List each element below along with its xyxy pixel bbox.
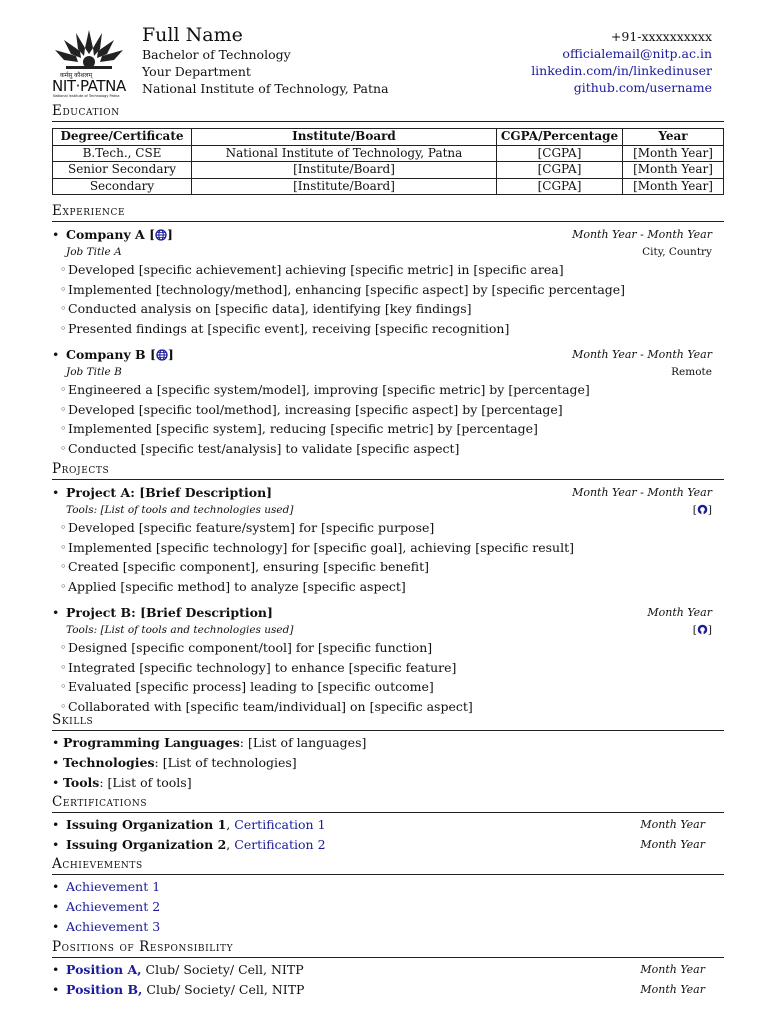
cell: [Month Year]: [623, 145, 724, 162]
skills-section: [52, 712, 724, 793]
bullet: •: [52, 775, 60, 790]
cell: [Institute/Board]: [192, 178, 497, 195]
skill-label: Tools: [63, 775, 100, 790]
skill-row: [52, 733, 724, 753]
cell: B.Tech., CSE: [53, 145, 192, 162]
project-points: [52, 518, 724, 596]
github-icon[interactable]: [697, 624, 708, 635]
company-name: Company A [: [66, 227, 156, 242]
certification-row: [52, 835, 724, 855]
list-item: ◦ Applied [specific method] to analyze [specific aspect]: [52, 577, 724, 597]
education-table: [52, 128, 724, 195]
certification-link[interactable]: Certification 1: [234, 817, 326, 832]
separator: ,: [226, 817, 235, 832]
github-icon-link[interactable]: [ ]: [692, 624, 712, 636]
achievement-row: [52, 897, 724, 917]
department: Your Department: [142, 64, 251, 79]
experience-item: [52, 226, 724, 338]
project-tools: Tools: [List of tools and technologies used]: [66, 624, 294, 636]
skill-label: Technologies: [63, 755, 155, 770]
education-section: [52, 103, 724, 195]
experience-header: [52, 346, 724, 364]
project-subline: [52, 502, 724, 518]
github-icon[interactable]: [697, 504, 708, 515]
section-title-achievements: Achievements: [52, 856, 724, 875]
nit-patna-logo: [52, 26, 126, 100]
list-item: ◦ Developed [specific tool/method], increasing [specific aspect] by [percentage]: [52, 400, 724, 420]
skill-label: Programming Languages: [63, 735, 240, 750]
bullet: •: [52, 837, 60, 852]
table-header-row: [53, 129, 724, 146]
position-date: Month Year: [640, 963, 705, 976]
achievements-section: [52, 856, 724, 937]
cell: [CGPA]: [497, 162, 623, 179]
projects-section: [52, 461, 724, 716]
email-link[interactable]: officialemail@nitp.ac.in: [562, 46, 712, 61]
table-row: [53, 178, 724, 195]
issuing-org: Issuing Organization 1: [66, 817, 227, 832]
table-row: [53, 145, 724, 162]
list-item: ◦ Implemented [specific technology] for [specific goal], achieving [specific result]: [52, 538, 724, 558]
project-points: [52, 638, 724, 716]
job-location: Remote: [671, 366, 712, 378]
globe-icon[interactable]: [156, 349, 168, 361]
cell: Secondary: [53, 178, 192, 195]
list-item: ◦ Implemented [technology/method], enhancing [specific aspect] by [specific percentage]: [52, 280, 724, 300]
bullet: •: [52, 982, 60, 997]
position-org: Club/ Society/ Cell, NITP: [142, 982, 305, 997]
project-name: Project A: [Brief Description]: [66, 485, 273, 500]
list-item: ◦ Presented findings at [specific event], receiving [specific recognition]: [52, 319, 724, 339]
bullet: •: [52, 817, 60, 832]
header-contact: [531, 28, 712, 96]
achievement-link[interactable]: Achievement 1: [66, 879, 161, 894]
achievement-row: [52, 917, 724, 937]
job-subline: [52, 244, 724, 260]
cell: [Month Year]: [623, 178, 724, 195]
cell: National Institute of Technology, Patna: [192, 145, 497, 162]
certification-link[interactable]: Certification 2: [234, 837, 326, 852]
institute: National Institute of Technology, Patna: [142, 81, 389, 96]
col-cgpa: CGPA/Percentage: [497, 129, 623, 146]
bullet: •: [52, 755, 60, 770]
position-row: [52, 960, 724, 980]
bullet: •: [52, 485, 60, 500]
section-title-certifications: Certifications: [52, 794, 724, 813]
project-dates: Month Year - Month Year: [572, 486, 712, 499]
cell: [CGPA]: [497, 145, 623, 162]
project-subline: [52, 622, 724, 638]
project-header: [52, 604, 724, 622]
list-item: ◦ Evaluated [specific process] leading to [specific outcome]: [52, 677, 724, 697]
bullet: •: [52, 347, 60, 362]
section-title-skills: Skills: [52, 712, 724, 731]
logo-text: NIT·PATNA: [52, 77, 126, 95]
section-title-positions: Positions of Responsibility: [52, 939, 724, 958]
job-points: [52, 260, 724, 338]
bullet: •: [52, 899, 60, 914]
list-item: ◦ Created [specific component], ensuring [specific benefit]: [52, 557, 724, 577]
certification-date: Month Year: [640, 818, 705, 831]
position-org: Club/ Society/ Cell, NITP: [141, 962, 304, 977]
cell: [Institute/Board]: [192, 162, 497, 179]
bullet: •: [52, 962, 60, 977]
position-date: Month Year: [640, 983, 705, 996]
linkedin-link[interactable]: linkedin.com/in/linkedinuser: [531, 63, 712, 78]
job-dates: Month Year - Month Year: [572, 348, 712, 361]
section-title-education: Education: [52, 103, 724, 122]
cell: Senior Secondary: [53, 162, 192, 179]
experience-header: [52, 226, 724, 244]
company-name: Company B [: [66, 347, 156, 362]
list-item: ◦ Collaborated with [specific team/individual] on [specific aspect]: [52, 697, 724, 717]
experience-item: [52, 346, 724, 458]
github-link[interactable]: github.com/username: [573, 80, 712, 95]
lotus-emblem-icon: [52, 26, 126, 72]
job-dates: Month Year - Month Year: [572, 228, 712, 241]
company-bracket: ]: [167, 227, 173, 242]
skill-value: : [List of technologies]: [154, 755, 297, 770]
logo-subtext: National Institute of Technology Patna: [53, 94, 120, 98]
cell: [CGPA]: [497, 178, 623, 195]
job-location: City, Country: [642, 246, 712, 258]
issuing-org: Issuing Organization 2: [66, 837, 227, 852]
position-role[interactable]: Position B,: [66, 982, 143, 997]
list-item: ◦ Integrated [specific technology] to enhance [specific feature]: [52, 658, 724, 678]
project-header: [52, 484, 724, 502]
project-dates: Month Year: [647, 606, 712, 619]
position-row: [52, 980, 724, 1000]
bullet: •: [52, 735, 60, 750]
certification-date: Month Year: [640, 838, 705, 851]
bullet: •: [52, 227, 60, 242]
skill-value: : [List of languages]: [239, 735, 367, 750]
job-subline: [52, 364, 724, 380]
achievement-link[interactable]: Achievement 2: [66, 899, 161, 914]
logo-tagline: कर्मसु कौशलम्: [60, 72, 93, 79]
certifications-section: [52, 794, 724, 855]
bullet: •: [52, 879, 60, 894]
full-name: Full Name: [142, 24, 243, 46]
positions-section: [52, 939, 724, 1000]
certification-row: [52, 815, 724, 835]
project-item: [52, 484, 724, 596]
achievement-link[interactable]: Achievement 3: [66, 919, 161, 934]
github-icon-link[interactable]: [ ]: [692, 504, 712, 516]
skill-row: [52, 753, 724, 773]
experience-section: [52, 203, 724, 458]
list-item: ◦ Developed [specific feature/system] for [specific purpose]: [52, 518, 724, 538]
project-tools: Tools: [List of tools and technologies used]: [66, 504, 294, 516]
list-item: ◦ Designed [specific component/tool] for [specific function]: [52, 638, 724, 658]
col-degree: Degree/Certificate: [53, 129, 192, 146]
position-role[interactable]: Position A,: [66, 962, 142, 977]
header-identity: [142, 24, 389, 97]
skill-value: : [List of tools]: [99, 775, 192, 790]
project-item: [52, 604, 724, 716]
list-item: ◦ Developed [specific achievement] achieving [specific metric] in [specific area]: [52, 260, 724, 280]
section-title-projects: Projects: [52, 461, 724, 480]
achievement-row: [52, 877, 724, 897]
section-title-experience: Experience: [52, 203, 724, 222]
job-points: [52, 380, 724, 458]
phone: +91-xxxxxxxxxx: [610, 29, 712, 44]
col-institute: Institute/Board: [192, 129, 497, 146]
project-name: Project B: [Brief Description]: [66, 605, 273, 620]
degree: Bachelor of Technology: [142, 47, 291, 62]
col-year: Year: [623, 129, 724, 146]
list-item: ◦ Implemented [specific system], reducing [specific metric] by [percentage]: [52, 419, 724, 439]
skill-row: [52, 773, 724, 793]
company-bracket: ]: [167, 347, 174, 362]
job-title: Job Title A: [66, 246, 122, 258]
cell: [Month Year]: [623, 162, 724, 179]
list-item: ◦ Engineered a [specific system/model], improving [specific metric] by [percentage]: [52, 380, 724, 400]
table-row: [53, 162, 724, 179]
list-item: ◦ Conducted [specific test/analysis] to validate [specific aspect]: [52, 439, 724, 459]
list-item: ◦ Conducted analysis on [specific data], identifying [key findings]: [52, 299, 724, 319]
separator: ,: [226, 837, 235, 852]
globe-icon[interactable]: [155, 229, 167, 241]
bullet: •: [52, 605, 60, 620]
bullet: •: [52, 919, 60, 934]
job-title: Job Title B: [66, 366, 122, 378]
